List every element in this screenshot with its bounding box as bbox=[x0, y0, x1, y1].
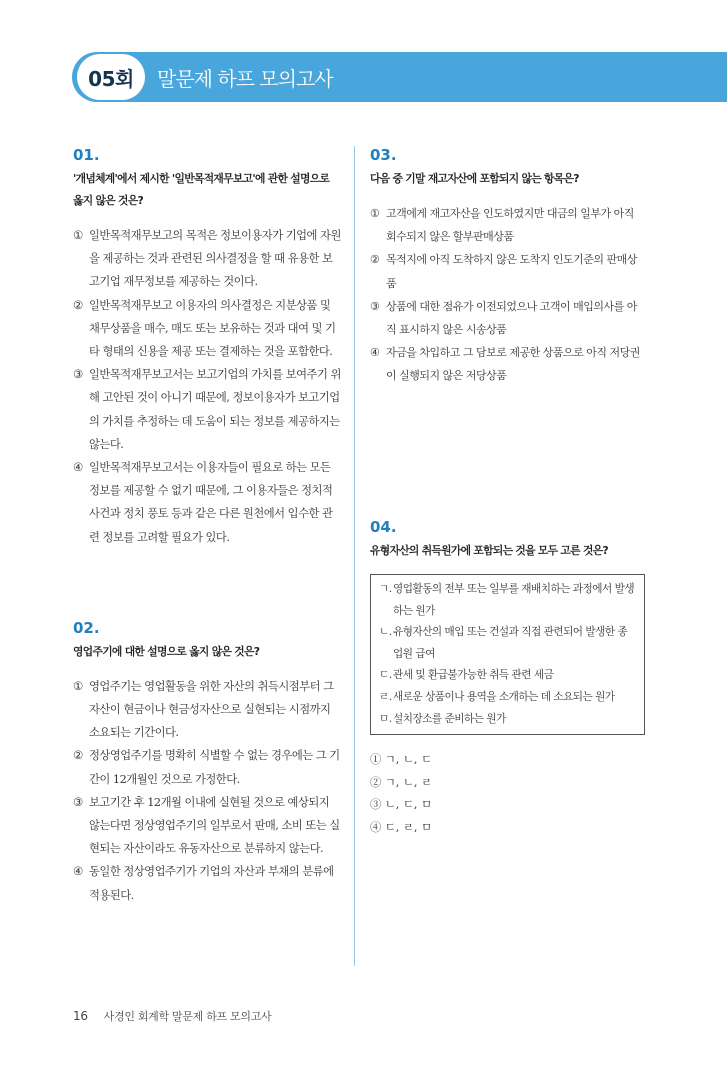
question-04 bbox=[370, 518, 646, 839]
option-text: 동일한 정상영업주기가 기업의 자산과 부채의 분류에 적용된다. bbox=[89, 865, 334, 902]
option-text: 일반목적재무보고 이용자의 의사결정은 지분상품 및 채무상품을 매수, 매도 또는 보유하는 것과 대여 및 기타 형태의 신용을 제공 또는 결제하는 것을 포함한다. bbox=[89, 298, 336, 359]
option-marker: ③ bbox=[73, 795, 83, 809]
page-title: 말문제 하프 모의고사 bbox=[157, 67, 333, 91]
answer-choice[interactable]: ① ㄱ, ㄴ, ㄷ bbox=[370, 753, 432, 767]
question-number: 04. bbox=[370, 518, 397, 536]
statement-item bbox=[379, 709, 636, 731]
statement-item bbox=[379, 622, 636, 665]
question-number: 03. bbox=[370, 146, 397, 164]
option-marker: ② bbox=[73, 749, 83, 763]
option-marker: ③ bbox=[73, 368, 83, 382]
question-stem: 영업주기에 대한 설명으로 옳지 않은 것은? bbox=[73, 644, 260, 658]
question-01 bbox=[73, 146, 341, 549]
statement-marker: ㄷ. bbox=[379, 669, 392, 682]
statement-text: 설치장소를 준비하는 원가 bbox=[393, 712, 506, 725]
option-text: 자금을 차입하고 그 담보로 제공한 상품으로 아직 저당권이 실행되지 않은 저당상품 bbox=[386, 346, 640, 383]
question-02 bbox=[73, 619, 341, 907]
answer-choice[interactable]: ③ ㄴ, ㄷ, ㅁ bbox=[370, 798, 432, 812]
option-item[interactable] bbox=[370, 248, 646, 294]
right-column bbox=[370, 146, 646, 834]
statement-item bbox=[379, 687, 636, 709]
option-text: 상품에 대한 점유가 이전되었으나 고객이 매입의사를 아직 표시하지 않은 시송상품 bbox=[386, 299, 637, 337]
statement-marker: ㄱ. bbox=[379, 583, 392, 595]
answer-choice[interactable]: ④ ㄷ, ㄹ, ㅁ bbox=[370, 820, 432, 834]
question-number: 01. bbox=[73, 146, 100, 164]
book-title: 사경인 회계학 말문제 하프 모의고사 bbox=[103, 1010, 272, 1023]
option-item[interactable] bbox=[73, 744, 341, 790]
option-marker: ① bbox=[73, 229, 83, 242]
option-marker: ④ bbox=[73, 865, 83, 879]
statement-text: 영업활동의 전부 또는 일부를 재배치하는 과정에서 발생하는 원가 bbox=[393, 583, 635, 617]
statement-text: 새로운 상품이나 용역을 소개하는 데 소요되는 원가 bbox=[393, 690, 615, 703]
statement-item bbox=[379, 579, 636, 622]
option-list bbox=[73, 224, 341, 549]
option-list bbox=[370, 202, 646, 388]
left-column bbox=[73, 146, 341, 907]
statement-text: 관세 및 환급불가능한 취득 관련 세금 bbox=[393, 669, 554, 682]
option-list bbox=[73, 675, 341, 907]
statement-marker: ㅁ. bbox=[379, 712, 392, 725]
option-item[interactable] bbox=[73, 791, 341, 861]
option-marker: ② bbox=[73, 298, 83, 312]
statement-marker: ㄴ. bbox=[379, 626, 392, 639]
column-divider bbox=[354, 146, 355, 966]
question-stem: 유형자산의 취득원가에 포함되는 것을 모두 고른 것은? bbox=[370, 544, 608, 557]
option-item[interactable] bbox=[73, 363, 341, 456]
page-number: 16 bbox=[73, 1009, 88, 1023]
option-marker: ④ bbox=[370, 346, 380, 360]
option-item[interactable] bbox=[73, 224, 341, 294]
option-item[interactable] bbox=[73, 456, 341, 549]
option-marker: ① bbox=[73, 679, 83, 693]
option-item[interactable] bbox=[370, 295, 646, 341]
statement-item bbox=[379, 665, 636, 687]
option-text: 영업주기는 영업활동을 위한 자산의 취득시점부터 그 자산이 현금이나 현금성자산으로 실현되는 시점까지 소요되는 기간이다. bbox=[89, 679, 334, 740]
option-text: 일반목적재무보고의 목적은 정보이용자가 기업에 자원을 제공하는 것과 관련된 의사결정을 할 때 유용한 보고기업 재무정보를 제공하는 것이다. bbox=[89, 229, 341, 289]
option-marker: ④ bbox=[73, 461, 83, 475]
question-03 bbox=[370, 146, 646, 388]
option-text: 일반목적재무보고서는 보고기업의 가치를 보여주기 위해 고안된 것이 아니기 때문에, 정보이용자가 보고기업의 가치를 추정하는 데 도움이 되는 정보를 제공하지는 않는다. bbox=[89, 368, 341, 451]
question-number: 02. bbox=[73, 618, 100, 637]
option-text: 보고기간 후 12개월 이내에 실현될 것으로 예상되지 않는다면 정상영업주기의 일부로서 판매, 소비 또는 실현되는 자산이라도 유동자산으로 분류하지 않는다. bbox=[89, 795, 340, 856]
option-text: 목적지에 아직 도착하지 않은 도착지 인도기준의 판매상품 bbox=[386, 253, 637, 290]
option-text: 고객에게 재고자산을 인도하였지만 대금의 일부가 아직 회수되지 않은 할부판매상품 bbox=[386, 207, 634, 244]
option-item[interactable] bbox=[370, 202, 646, 248]
question-stem: 다음 중 기말 재고자산에 포함되지 않는 항목은? bbox=[370, 172, 579, 185]
option-item[interactable] bbox=[73, 294, 341, 364]
option-item[interactable] bbox=[73, 675, 341, 745]
option-marker: ② bbox=[370, 253, 380, 267]
option-marker: ① bbox=[370, 207, 380, 220]
statement-box bbox=[370, 574, 645, 735]
answer-choice[interactable]: ② ㄱ, ㄴ, ㄹ bbox=[370, 775, 432, 789]
option-marker: ③ bbox=[370, 299, 380, 313]
statement-marker: ㄹ. bbox=[379, 690, 392, 703]
round-badge: 05회 bbox=[77, 54, 145, 100]
option-text: 일반목적재무보고서는 이용자들이 필요로 하는 모든 정보를 제공할 수 없기 때문에, 그 이용자들은 정치적 사건과 정치 풍토 등과 같은 다른 원천에서 입수한 관련 정보를 고려할 필요가 있다. bbox=[89, 461, 333, 544]
option-item[interactable] bbox=[73, 860, 341, 906]
question-stem: '개념체계'에서 제시한 '일반목적재무보고'에 관한 설명으로 옳지 않은 것은? bbox=[73, 172, 330, 207]
option-item[interactable] bbox=[370, 341, 646, 387]
page-footer bbox=[73, 1008, 271, 1024]
statement-text: 유형자산의 매입 또는 건설과 직접 관련되어 발생한 종업원 급여 bbox=[393, 626, 628, 660]
option-text: 정상영업주기를 명확히 식별할 수 없는 경우에는 그 기간이 12개월인 것으로 가정한다. bbox=[89, 749, 340, 786]
